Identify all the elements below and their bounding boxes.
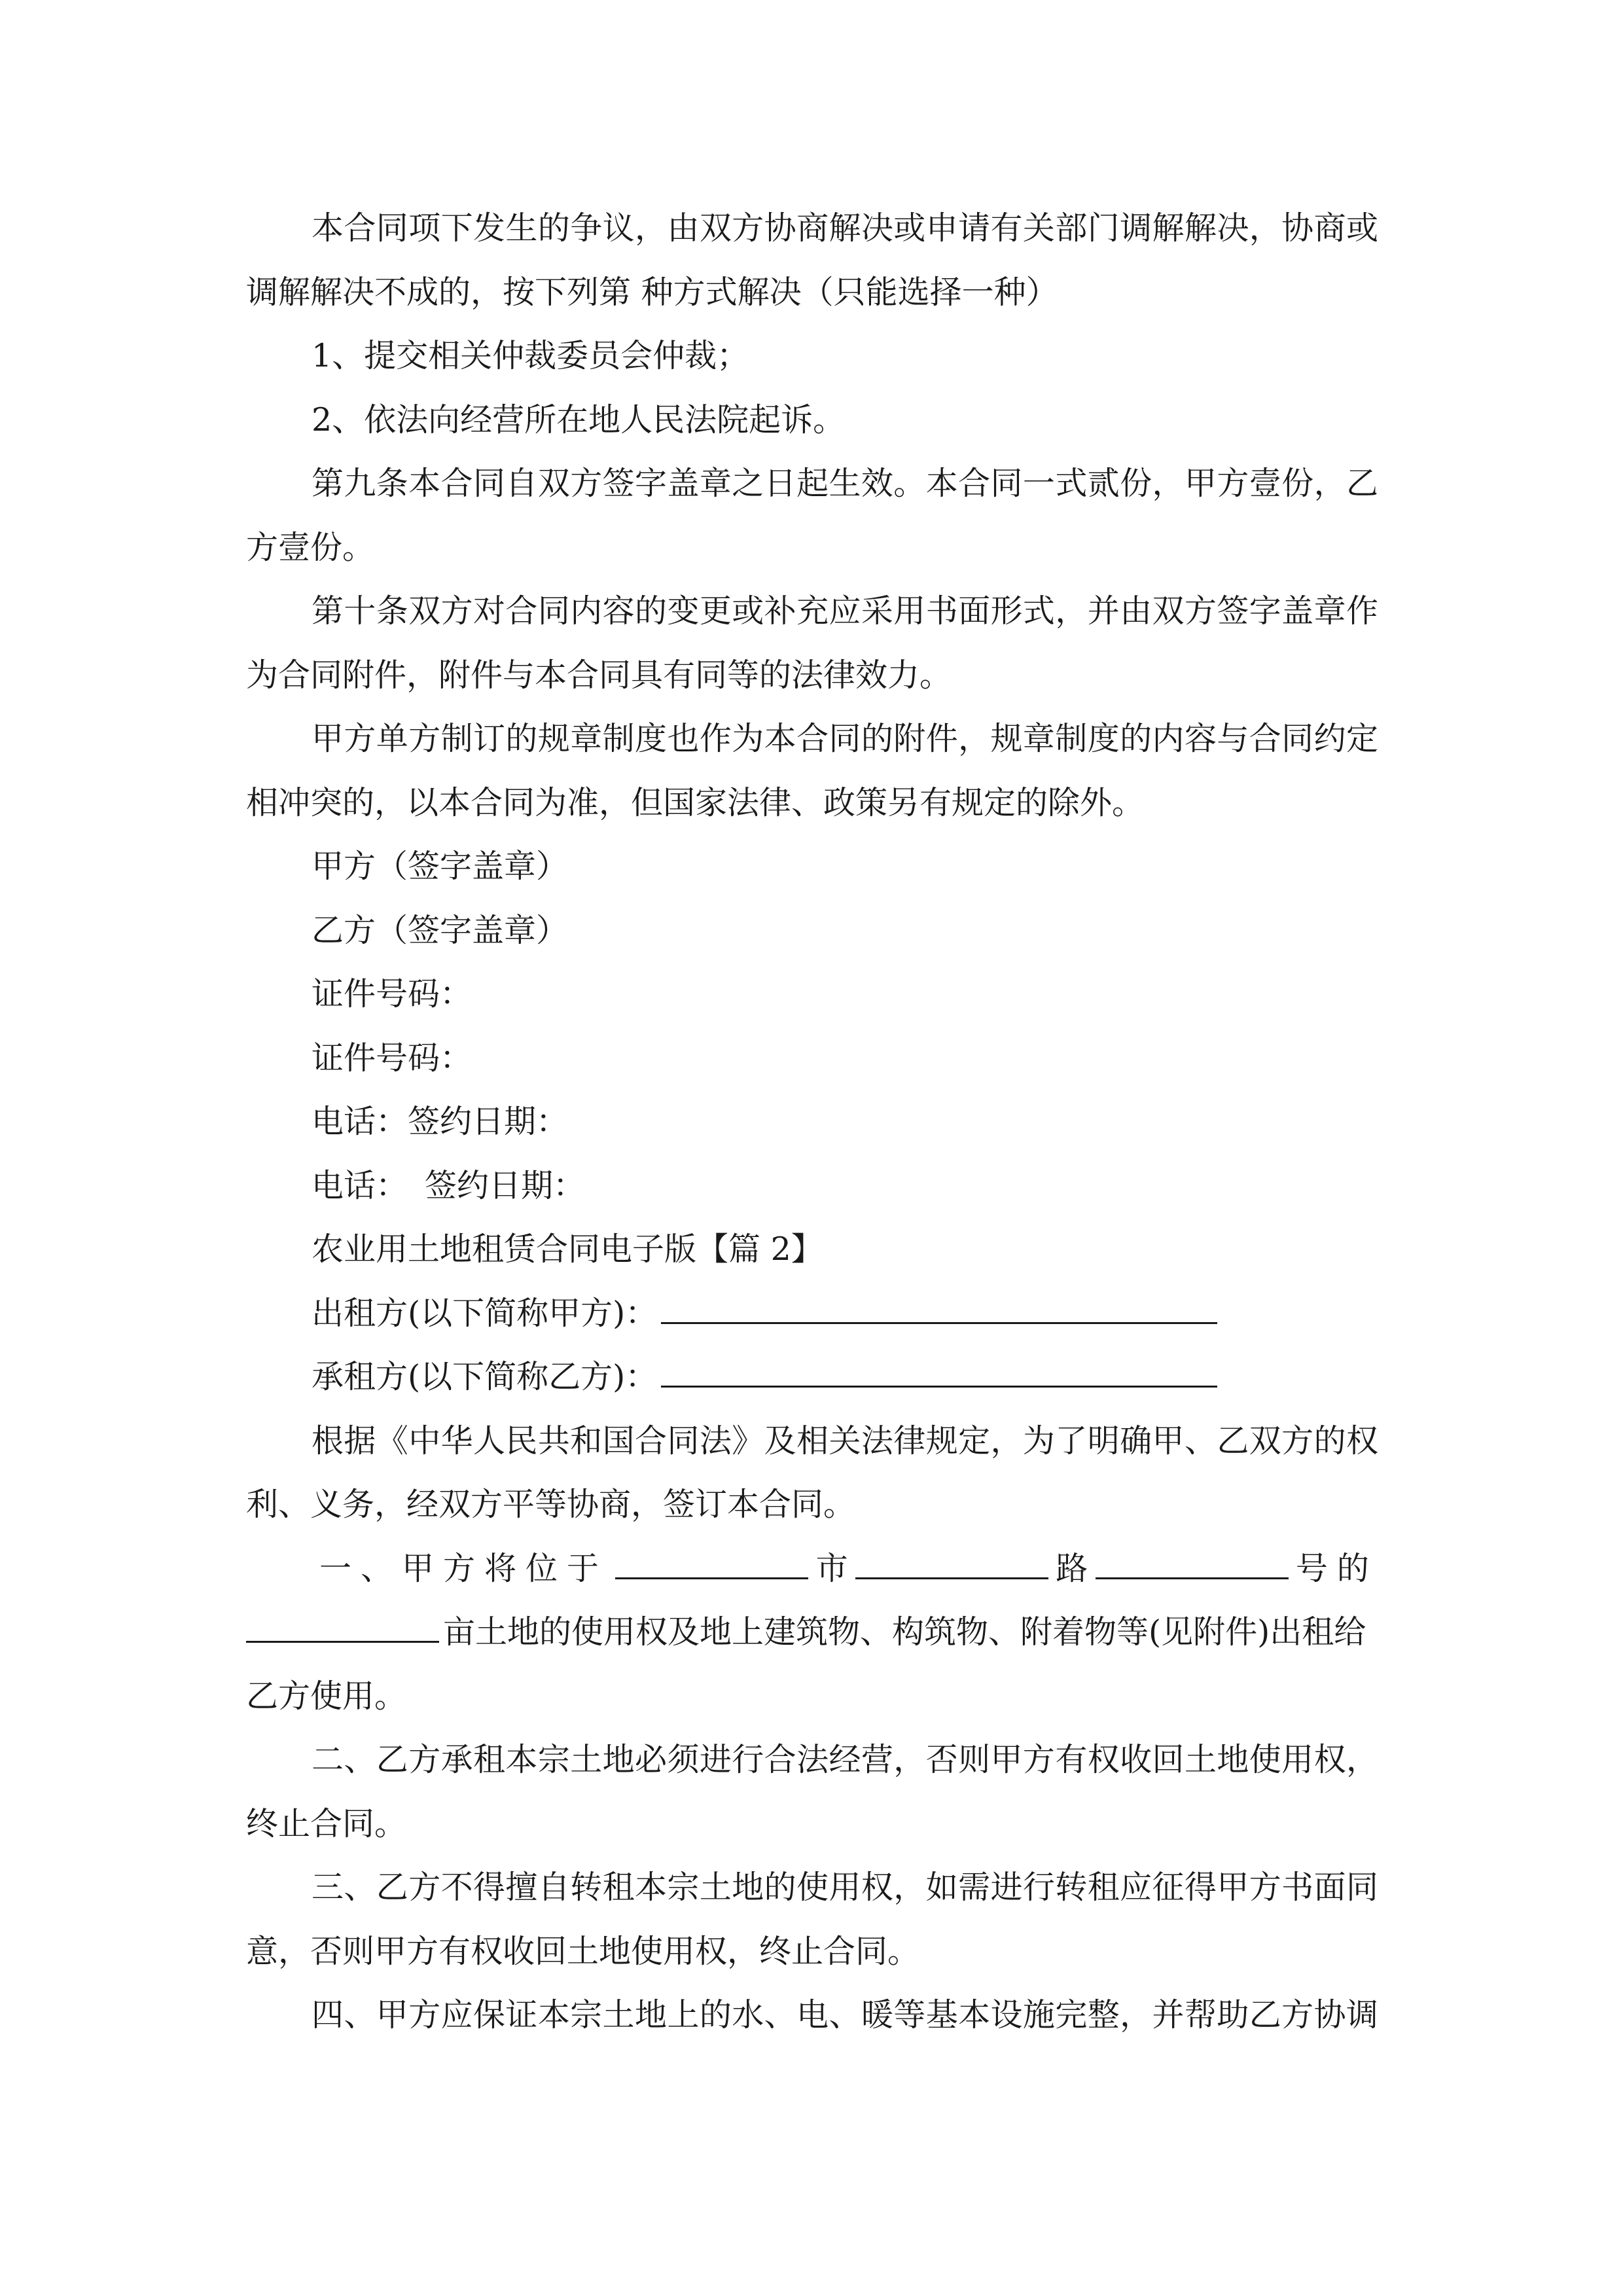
- lessee-label: 承租方(以下简称乙方)：: [312, 1358, 658, 1395]
- party-b-signature: 乙方（签字盖章）: [312, 911, 569, 949]
- clause-1-number: 号的: [1295, 1549, 1378, 1587]
- clause-1-road-blank: [855, 1541, 1048, 1579]
- lessor-field: [246, 1282, 1378, 1346]
- clause-1-line-1: [246, 1537, 1378, 1601]
- clause-1-city: 市: [815, 1549, 848, 1587]
- clause-1-line-3: 乙方使用。: [246, 1677, 407, 1715]
- article-9-line-1: 第九条本合同自双方签字盖章之日起生效。本合同一式贰份，甲方壹份，乙: [312, 465, 1378, 502]
- clause-4-line-1: 四、甲方应保证本宗土地上的水、电、暖等基本设施完整，并帮助乙方协调: [312, 1996, 1378, 2034]
- clause-3-line-2: 意，否则甲方有权收回土地使用权，终止合同。: [246, 1932, 920, 1970]
- option-arbitration: 1、提交相关仲裁委员会仲裁；: [312, 337, 749, 374]
- clause-1-line-2-text: 亩土地的使用权及地上建筑物、构筑物、附着物等(见附件)出租给: [443, 1613, 1366, 1651]
- party-b-date: 签约日期：: [425, 1166, 586, 1204]
- dispute-paragraph-line-2: 调解解决不成的，按下列第 种方式解决（只能选择一种）: [246, 273, 1058, 311]
- rules-paragraph-line-1: 甲方单方制订的规章制度也作为本合同的附件，规章制度的内容与合同约定: [312, 720, 1378, 757]
- party-a-phone-date: 电话：签约日期：: [312, 1103, 569, 1140]
- rules-paragraph-line-2: 相冲突的，以本合同为准，但国家法律、政策另有规定的除外。: [246, 783, 1145, 821]
- clause-3-line-1: 三、乙方不得擅自转租本宗土地的使用权，如需进行转租应征得甲方书面同: [312, 1869, 1378, 1906]
- clause-1-city-blank: [615, 1541, 808, 1579]
- party-b-phone-date: [246, 1154, 1378, 1218]
- clause-1-area-blank: [246, 1604, 439, 1643]
- clause-1-road: 路: [1056, 1549, 1088, 1587]
- clause-1-number-blank: [1096, 1541, 1289, 1579]
- lessee-blank: [661, 1349, 1217, 1388]
- lessor-blank: [661, 1285, 1217, 1324]
- party-b-id-number: 证件号码：: [312, 1039, 473, 1077]
- clause-1-line-2: [246, 1600, 1378, 1664]
- party-a-signature: 甲方（签字盖章）: [312, 848, 569, 885]
- document-page: [246, 196, 1378, 2047]
- contract-basis-line-2: 利、义务，经双方平等协商，签订本合同。: [246, 1486, 856, 1523]
- contract-basis-line-1: 根据《中华人民共和国合同法》及相关法律规定，为了明确甲、乙双方的权: [312, 1422, 1378, 1460]
- dispute-paragraph-line-1: 本合同项下发生的争议，由双方协商解决或申请有关部门调解解决，协商或: [312, 209, 1378, 247]
- clause-2-line-2: 终止合同。: [246, 1804, 407, 1842]
- party-b-phone: 电话：: [312, 1166, 408, 1204]
- clause-2-line-1: 二、乙方承租本宗土地必须进行合法经营，否则甲方有权收回土地使用权，: [312, 1741, 1378, 1778]
- option-lawsuit: 2、依法向经营所在地人民法院起诉。: [312, 401, 846, 439]
- lessee-field: [246, 1345, 1378, 1409]
- clause-1-prefix: 一、甲方将位于: [319, 1549, 609, 1587]
- article-9-line-2: 方壹份。: [246, 528, 375, 566]
- article-10-line-1: 第十条双方对合同内容的变更或补充应采用书面形式，并由双方签字盖章作: [312, 592, 1378, 630]
- section-2-title: 农业用土地租赁合同电子版【篇 2】: [312, 1230, 823, 1268]
- lessor-label: 出租方(以下简称甲方)：: [312, 1294, 658, 1332]
- article-10-line-2: 为合同附件，附件与本合同具有同等的法律效力。: [246, 656, 952, 694]
- party-a-id-number: 证件号码：: [312, 975, 473, 1013]
